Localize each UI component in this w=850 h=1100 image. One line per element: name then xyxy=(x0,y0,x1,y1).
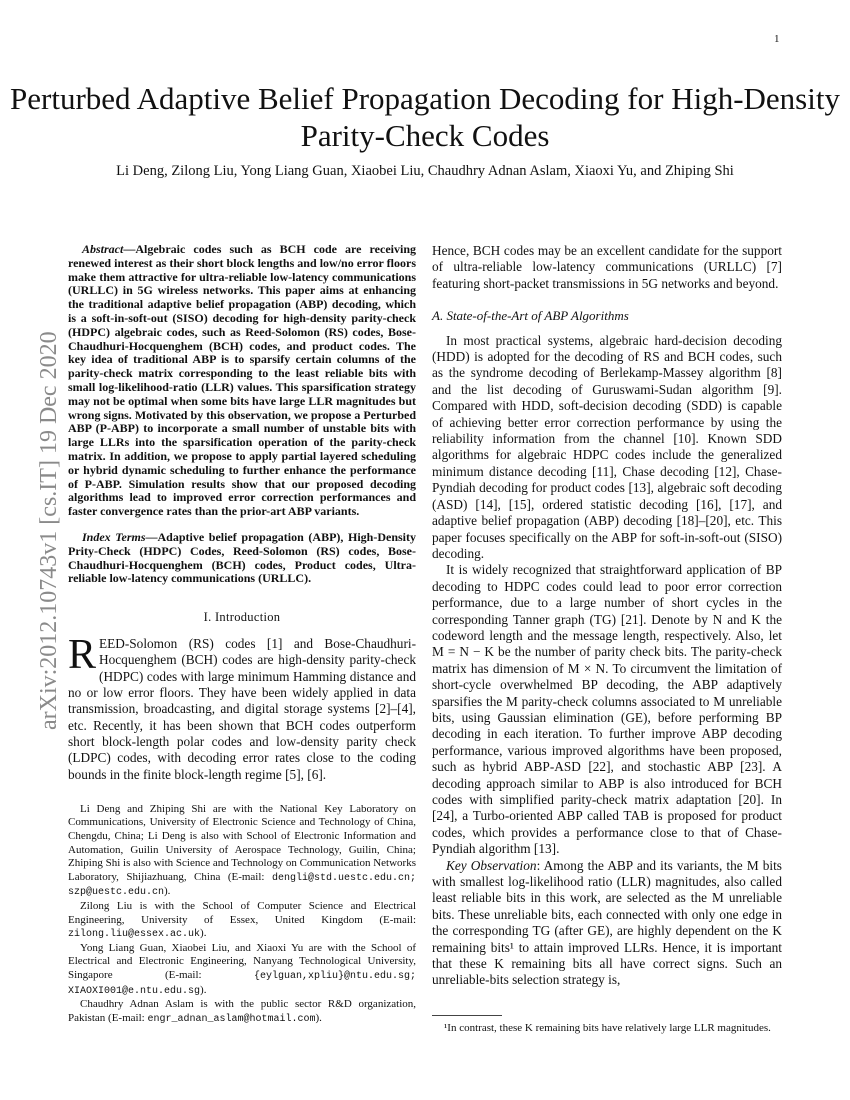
dropcap-letter: R xyxy=(68,632,97,679)
footnote-affiliation-1: Li Deng and Zhiping Shi are with the National Key Laboratory on Communications, University of Electronic Science and Technology of China, Chengdu, China; Li Deng is also with School of Electronic Information and Automation, Guilin University of Aerospace Technology, Guilin, China; Zhiping Shi is also with Science and Technology on Communication Networks Laboratory, Shijiazhuang, China (E-mail: dengli@std.uestc.edu.cn; szp@uestc.edu.cn). xyxy=(68,802,417,899)
email-link[interactable]: {eylguan,xpliu}@ntu.edu.sg; XIAOXI001@e.ntu.edu.sg xyxy=(68,970,416,997)
paper-title: Perturbed Adaptive Belief Propagation Decoding for High-Density Parity-Check Codes xyxy=(10,81,840,153)
right-paragraph-0: Hence, BCH codes may be an excellent candidate for the support of ultra-reliable low-latency communications (URLLC) [7] featuring short-packet transmissions in 5G networks and beyond. xyxy=(432,243,782,291)
author-list: Li Deng, Zilong Liu, Yong Liang Guan, Xiaobei Liu, Chaudhry Adnan Aslam, Xiaoxi Yu, and Zhiping Shi xyxy=(116,163,734,179)
index-terms xyxy=(68,531,416,586)
abstract-text: —Algebraic codes such as BCH code are receiving renewed interest as their short block lengths and low/no error floors make them attractive for ultra-reliable low-latency communications (URLLC) in 5G wireless networks. This paper aims at enhancing the traditional adaptive belief propagation (ABP) decoding, which is a soft-in-soft-out (SISO) decoding for high-density parity-check (HDPC) algebraic codes, such as Reed-Solomon (RS) codes, Bose-Chaudhuri-Hocquenghem (BCH) codes, and product codes. The key idea of traditional ABP is to sparsify certain columns of the parity-check matrix corresponding to the least reliable bits with small log-likelihood-ratio (LLR) values. This sparsification strategy may not be optimal when some bits have large LLR magnitudes but wrong signs. Motivated by this observation, we propose a Perturbed ABP (P-ABP) to incorporate a small number of unstable bits with large LLRs into the sparsification operation of the parity-check matrix. In addition, we propose to apply partial layered scheduling or hybrid dynamic scheduling to further enhance the performance of P-ABP. Simulation results show that our proposed decoding algorithms lead to improved error correction performances and faster convergence rates than the prior-art ABP variants. xyxy=(68,242,416,519)
abstract-label: Abstract xyxy=(82,242,124,256)
arxiv-side-stamp: arXiv:2012.10743v1 [cs.IT] 19 Dec 2020 xyxy=(36,331,62,730)
index-terms-text: —Adaptive belief propagation (ABP), High-Density Prity-Check (HDPC) Codes, Reed-Solomon (RS) codes, Bose-Chaudhuri-Hocquenghem (BCH) codes, Product codes, Ultra-reliable low-latency communications (URLLC). xyxy=(68,529,416,586)
email-link[interactable]: engr_adnan_aslam@hotmail.com xyxy=(147,1013,316,1025)
footnote-affiliation-4: Chaudhry Adnan Aslam is with the public sector R&D organization, Pakistan (E-mail: engr_adnan_aslam@hotmail.com). xyxy=(68,998,416,1025)
right-paragraph-3: Key Observation: Among the ABP and its variants, the M bits with smallest log-likelihood ratio (LLR) magnitudes, also called least reliable bits in this work, are selected as the M unreliable bits. These unreliable bits, each connected with only one edge in the corresponding TG (after GE), are highly dependent on the K remaining bits¹ to attain improved LLRs. Hence, it is important that these K remaining bits all have correct signs. Such an unreliable-bits selection strategy is, xyxy=(432,857,782,988)
index-terms-label: Index Terms xyxy=(82,529,146,544)
right-paragraph-1: In most practical systems, algebraic hard-decision decoding (HDD) is adopted for the decoding of RS and BCH codes, such as the syndrome decoding of Berlekamp-Massey algorithm [8] and the list decoding of Guruswami-Sudan algorithm [9]. Compared with HDD, soft-decision decoding (SDD) is capable of achieving better error correction performance by using the reliability information from the channel [10]. Known SDD algorithms for algebraic HDPC codes include the generalized minimum distance decoding [11], Chase decoding [12], Chase-Pyndiah decoding for product codes [13], algebraic soft decoding (ASD) [14], [15], ordered statistic decoding [16], [17], and adaptive belief propagation (ABP) decoding [18]–[20], etc. This paper focuses specifically on the ABP for soft-in-soft-out (SISO) decoding. xyxy=(432,332,782,561)
left-column xyxy=(68,243,416,1026)
right-paragraph-2: It is widely recognized that straightforward application of BP decoding to HDPC codes could lead to poor error correction performance, due to a large number of short cycles in the corresponding Tanner graph (TG) [21]. Denote by N and K the codeword length and the message length, respectively. Also, let M = N − K be the number of parity check bits. The parity-check matrix has dimension of M × N. To circumvent the limitation of short-cycle overwhelmed BP decoding, the ABP adaptively sparsifies the M parity-check columns associated to M unreliable bits, using Gaussian elimination (GE), before performing BP decoding in each iteration. To further improve ABP decoding performance, various improved algorithms have been proposed, such as hybrid ABP-ASD [22], and stochastic ABP [23]. A decoding approach similar to ABP is also introduced for BCH codes with simplified parity-check matrix adaptation [20]. In [24], a Turbo-oriented ABP called TAB is proposed for product codes, which provides a performance close to that of Chase-Pyndiah algorithm [13]. xyxy=(432,562,782,857)
footnote-affiliation-3: Yong Liang Guan, Xiaobei Liu, and Xiaoxi Yu are with the School of Electrical and Electronic Engineering, Nanyang Technological University, Singapore (E-mail: {eylguan,xpliu}@ntu.edu.sg; XIAOXI001@e.ntu.edu.sg). xyxy=(68,941,416,997)
footnote-remaining-bits: ¹In contrast, these K remaining bits have relatively large LLR magnitudes. xyxy=(444,1022,771,1034)
email-link[interactable]: zilong.liu@essex.ac.uk xyxy=(68,929,201,941)
author-footnotes xyxy=(68,803,416,1027)
page-number: 1 xyxy=(774,33,780,45)
intro-text: EED-Solomon (RS) codes [1] and Bose-Chaudhuri-Hocquenghem (BCH) codes are high-density parity-check (HDPC) codes with large minimum Hamming distance and no or low error floors. They have been widely applied in data transmission, broadcasting, and digital storage systems [2]–[4], etc. Recently, it has been shown that BCH codes outperform short block-length polar codes and low-density parity check (LDPC) codes, with decoding error rates close to the coding bounds in the finite block-length regime [5], [6]. xyxy=(68,636,416,782)
section-heading-introduction: I. Introduction xyxy=(203,610,281,625)
footnote-divider xyxy=(432,1015,502,1016)
intro-paragraph xyxy=(68,632,416,783)
key-observation-label: Key Observation xyxy=(446,857,537,873)
abstract xyxy=(68,243,416,519)
subsection-heading: A. State-of-the-Art of ABP Algorithms xyxy=(432,308,629,324)
email-link[interactable]: dengli@std.uestc.edu.cn; szp@uestc.edu.cn xyxy=(68,872,417,899)
right-column xyxy=(432,243,782,989)
footnote-affiliation-2: Zilong Liu is with the School of Computer Science and Electrical Engineering, University of Essex, United Kingdom (E-mail: zilong.liu@essex.ac.uk). xyxy=(68,899,416,941)
